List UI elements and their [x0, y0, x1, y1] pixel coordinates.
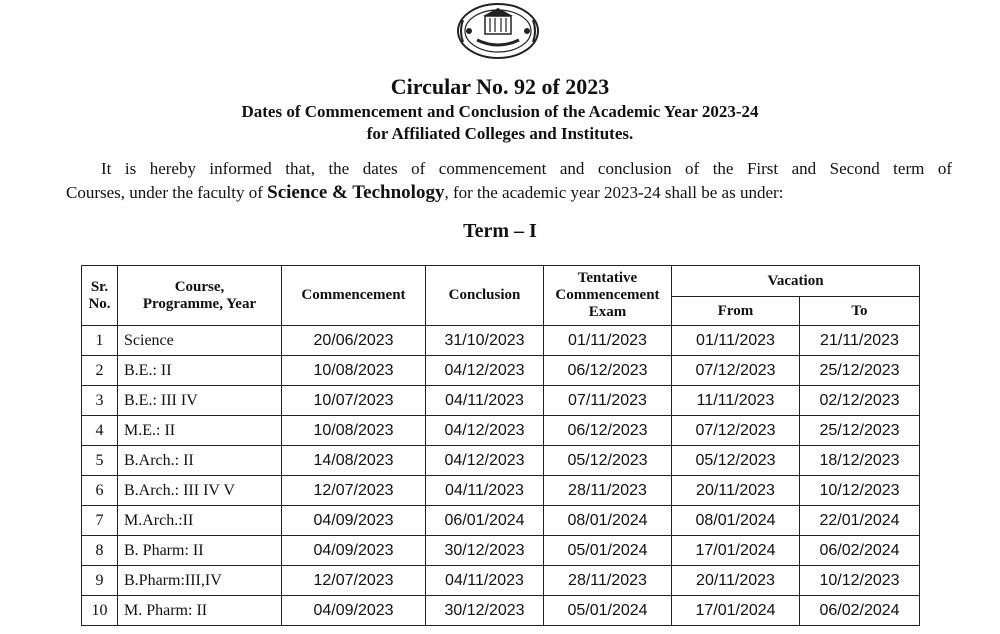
exam-cell: 08/01/2024 — [544, 506, 672, 536]
intro-line2 — [66, 181, 952, 205]
header-sr-no: Sr. No. — [82, 266, 118, 326]
intro-line1: It is hereby informed that, the dates of commencement and conclusion of the First and Second term of — [101, 159, 952, 178]
sr-cell: 1 — [82, 326, 118, 356]
vacation-from-cell: 05/12/2023 — [672, 446, 800, 476]
exam-cell: 05/01/2024 — [544, 596, 672, 626]
course-cell: B.Pharm:III,IV — [118, 566, 282, 596]
header-commencement: Commencement — [282, 266, 426, 326]
exam-cell: 05/12/2023 — [544, 446, 672, 476]
course-cell: B. Pharm: II — [118, 536, 282, 566]
vacation-from-cell: 07/12/2023 — [672, 416, 800, 446]
vacation-to-cell: 06/02/2024 — [800, 596, 920, 626]
table-row — [82, 356, 920, 386]
conclusion-cell: 04/12/2023 — [426, 356, 544, 386]
intro-line2-after: , for the academic year 2023-24 shall be as under: — [444, 183, 784, 202]
term-heading: Term – I — [463, 220, 537, 242]
commencement-cell: 10/08/2023 — [282, 416, 426, 446]
vacation-to-cell: 21/11/2023 — [800, 326, 920, 356]
commencement-cell: 20/06/2023 — [282, 326, 426, 356]
vacation-from-cell: 01/11/2023 — [672, 326, 800, 356]
vacation-to-cell: 25/12/2023 — [800, 416, 920, 446]
circular-subtitle-line2: for Affiliated Colleges and Institutes. — [366, 124, 634, 143]
sr-cell: 8 — [82, 536, 118, 566]
course-cell: B.E.: II — [118, 356, 282, 386]
vacation-from-cell: 20/11/2023 — [672, 476, 800, 506]
vacation-to-cell: 22/01/2024 — [800, 506, 920, 536]
exam-cell: 28/11/2023 — [544, 476, 672, 506]
vacation-from-cell: 20/11/2023 — [672, 566, 800, 596]
vacation-from-cell: 07/12/2023 — [672, 356, 800, 386]
commencement-cell: 04/09/2023 — [282, 536, 426, 566]
sr-cell: 3 — [82, 386, 118, 416]
course-cell: M.E.: II — [118, 416, 282, 446]
exam-cell: 06/12/2023 — [544, 416, 672, 446]
course-cell: Science — [118, 326, 282, 356]
header-conclusion: Conclusion — [426, 266, 544, 326]
intro-line2-before: Courses, under the faculty of — [66, 183, 268, 202]
exam-cell: 01/11/2023 — [544, 326, 672, 356]
vacation-to-cell: 10/12/2023 — [800, 566, 920, 596]
vacation-to-cell: 02/12/2023 — [800, 386, 920, 416]
faculty-name: Science & Technology — [267, 182, 445, 203]
course-cell: B.Arch.: III IV V — [118, 476, 282, 506]
sr-cell: 10 — [82, 596, 118, 626]
commencement-cell: 10/07/2023 — [282, 386, 426, 416]
vacation-to-cell: 10/12/2023 — [800, 476, 920, 506]
table-row — [82, 446, 920, 476]
vacation-from-cell: 08/01/2024 — [672, 506, 800, 536]
conclusion-cell: 04/11/2023 — [426, 566, 544, 596]
course-cell: B.Arch.: II — [118, 446, 282, 476]
table-row — [82, 386, 920, 416]
course-cell: M.Arch.:II — [118, 506, 282, 536]
conclusion-cell: 04/12/2023 — [426, 446, 544, 476]
vacation-to-cell: 25/12/2023 — [800, 356, 920, 386]
conclusion-cell: 30/12/2023 — [426, 536, 544, 566]
university-seal-icon — [455, 2, 541, 60]
table-row — [82, 536, 920, 566]
table-row — [82, 476, 920, 506]
header-vacation-from: From — [672, 297, 800, 326]
table-row — [82, 566, 920, 596]
header-tentative-exam: Tentative Commencement Exam — [544, 266, 672, 326]
commencement-cell: 12/07/2023 — [282, 476, 426, 506]
conclusion-cell: 04/12/2023 — [426, 416, 544, 446]
header-vacation-to: To — [800, 297, 920, 326]
vacation-to-cell: 18/12/2023 — [800, 446, 920, 476]
conclusion-cell: 31/10/2023 — [426, 326, 544, 356]
table-row — [82, 506, 920, 536]
exam-cell: 07/11/2023 — [544, 386, 672, 416]
table-row — [82, 416, 920, 446]
table-header-row — [82, 266, 920, 297]
schedule-table-body — [82, 326, 920, 626]
sr-cell: 9 — [82, 566, 118, 596]
conclusion-cell: 06/01/2024 — [426, 506, 544, 536]
vacation-from-cell: 17/01/2024 — [672, 536, 800, 566]
sr-cell: 5 — [82, 446, 118, 476]
header-vacation: Vacation — [672, 266, 920, 297]
table-row — [82, 596, 920, 626]
course-cell: B.E.: III IV — [118, 386, 282, 416]
conclusion-cell: 04/11/2023 — [426, 386, 544, 416]
sr-cell: 7 — [82, 506, 118, 536]
circular-subtitle-line1: Dates of Commencement and Conclusion of the Academic Year 2023-24 — [241, 102, 759, 121]
vacation-to-cell: 06/02/2024 — [800, 536, 920, 566]
conclusion-cell: 04/11/2023 — [426, 476, 544, 506]
vacation-from-cell: 11/11/2023 — [672, 386, 800, 416]
exam-cell: 05/01/2024 — [544, 536, 672, 566]
circular-title: Circular No. 92 of 2023 — [390, 74, 610, 99]
conclusion-cell: 30/12/2023 — [426, 596, 544, 626]
schedule-table — [81, 265, 920, 626]
sr-cell: 6 — [82, 476, 118, 506]
exam-cell: 28/11/2023 — [544, 566, 672, 596]
sr-cell: 2 — [82, 356, 118, 386]
course-cell: M. Pharm: II — [118, 596, 282, 626]
commencement-cell: 04/09/2023 — [282, 506, 426, 536]
vacation-from-cell: 17/01/2024 — [672, 596, 800, 626]
exam-cell: 06/12/2023 — [544, 356, 672, 386]
commencement-cell: 12/07/2023 — [282, 566, 426, 596]
header-course: Course, Programme, Year — [118, 266, 282, 326]
commencement-cell: 14/08/2023 — [282, 446, 426, 476]
sr-cell: 4 — [82, 416, 118, 446]
table-row — [82, 326, 920, 356]
commencement-cell: 10/08/2023 — [282, 356, 426, 386]
commencement-cell: 04/09/2023 — [282, 596, 426, 626]
